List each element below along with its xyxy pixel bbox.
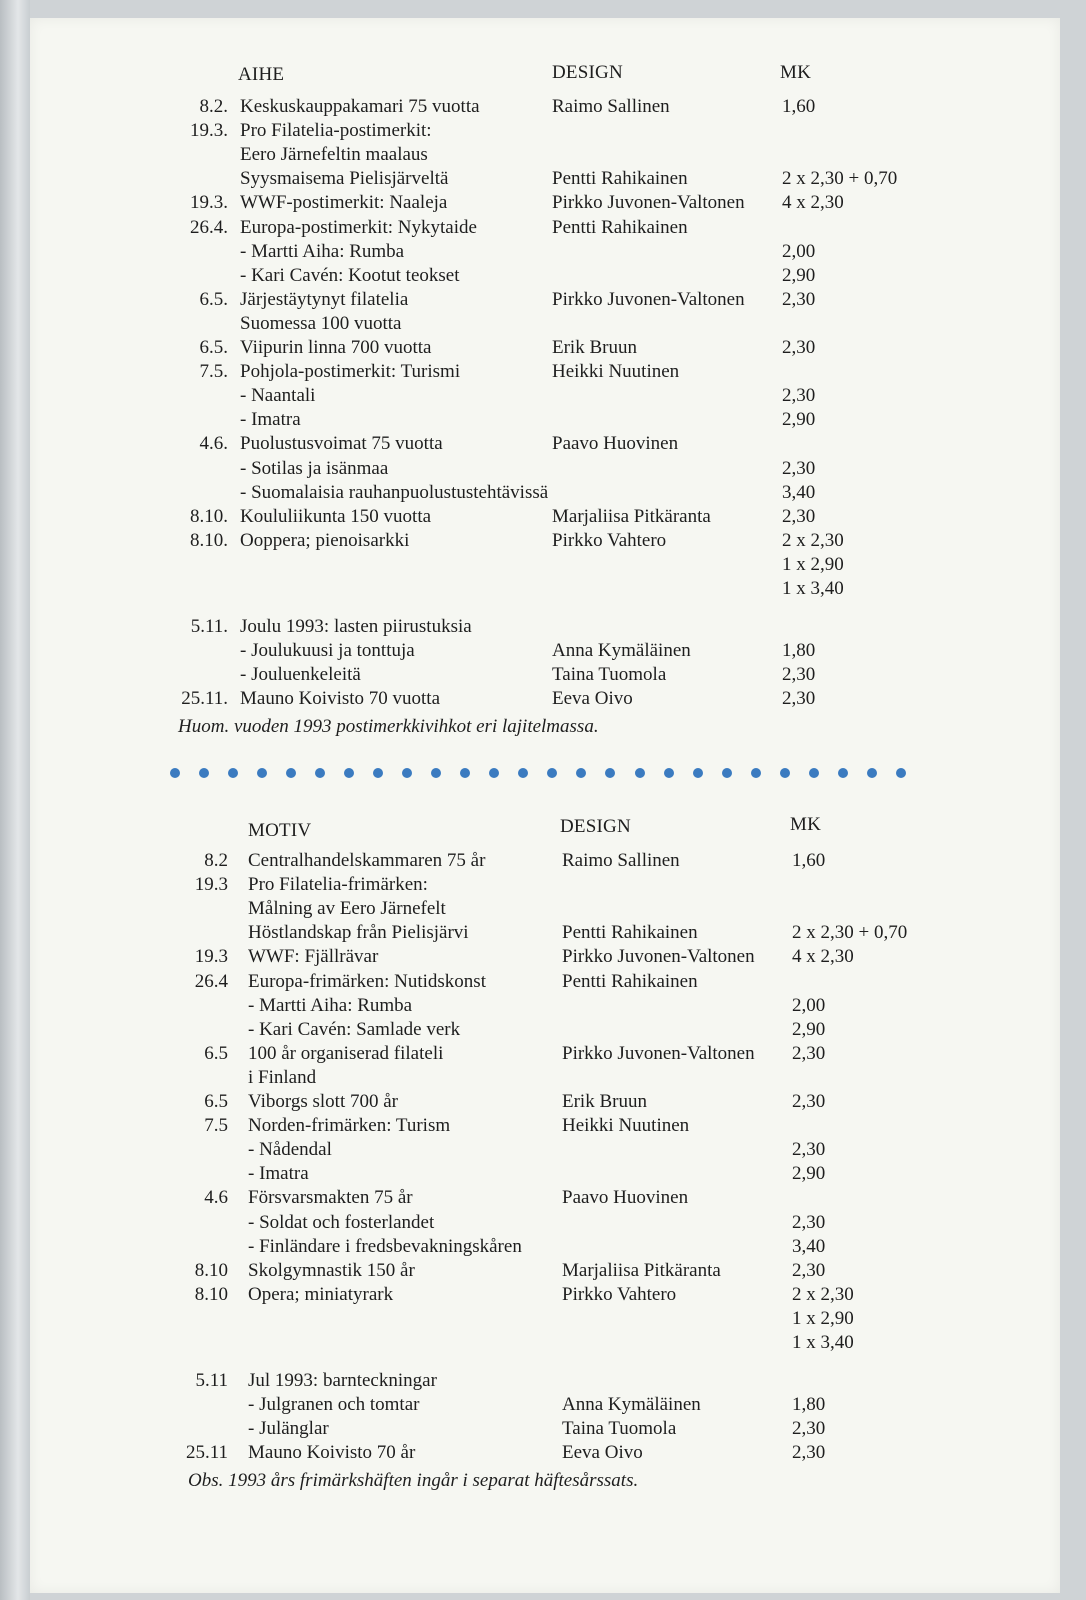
stamp-subject: Europa-postimerkit: Nykytaide: [240, 216, 477, 238]
stamp-subject: - Sotilas ja isänmaa: [240, 457, 389, 479]
stamp-subject: - Martti Aiha: Rumba: [248, 994, 413, 1016]
stamp-subject: Europa-frimärken: Nutidskonst: [248, 970, 486, 992]
divider-dot: [460, 768, 470, 778]
stamp-subject: Viipurin linna 700 vuotta: [240, 337, 432, 358]
stamp-subject: - Martti Aiha: Rumba: [240, 240, 405, 262]
divider-dot: [286, 768, 296, 778]
stamp-subject: Koululiikunta 150 vuotta: [240, 505, 432, 527]
divider-dot: [315, 768, 325, 778]
dotted-divider: [170, 768, 906, 782]
stamp-designer: Erik Bruun: [562, 1091, 647, 1112]
issue-date: 5.11.: [190, 616, 228, 638]
stamp-price: 2,30: [782, 664, 816, 686]
stamp-subject: Järjestäytynyt filatelia: [240, 288, 409, 310]
issue-date: 25.11.: [181, 688, 228, 710]
stamp-price: 2,90: [782, 264, 816, 286]
header-price-fi: MK: [780, 62, 812, 83]
stamp-subject: Pro Filatelia-frimärken:: [248, 874, 428, 896]
stamp-price: 2,30: [792, 1091, 826, 1112]
stamp-subject: Pohjola-postimerkit: Turismi: [240, 361, 461, 383]
issue-date: 6.5: [204, 1042, 228, 1064]
stamp-subject: - Julänglar: [248, 1418, 329, 1440]
stamp-subject: - Naantali: [240, 385, 316, 407]
divider-dot: [547, 768, 557, 778]
stamp-subject: Höstlandskap från Pielisjärvi: [248, 922, 469, 944]
page: [30, 18, 1060, 1593]
stamp-price: 1 x 3,40: [782, 578, 844, 599]
divider-dot: [431, 768, 441, 778]
stamp-subject: Skolgymnastik 150 år: [248, 1259, 415, 1281]
divider-dot: [199, 768, 209, 778]
issue-date: 19.3: [194, 946, 228, 968]
stamp-designer: Pirkko Juvonen-Valtonen: [552, 288, 745, 310]
stamp-subject: Pro Filatelia-postimerkit:: [240, 120, 432, 142]
stamp-subject: Centralhandelskammaren 75 år: [248, 850, 486, 871]
header-subject-fi: AIHE: [238, 64, 285, 85]
issue-date: 4.6.: [199, 433, 228, 455]
issue-date: 7.5.: [199, 361, 228, 383]
stamp-subject: - Julgranen och tomtar: [248, 1394, 420, 1416]
stamp-price: 3,40: [792, 1235, 826, 1257]
stamp-price: 2,30: [782, 505, 816, 527]
stamp-subject: Ooppera; pienoisarkki: [240, 529, 410, 551]
divider-dot: [518, 768, 528, 778]
stamp-designer: Pirkko Vahtero: [552, 529, 667, 551]
divider-dot: [257, 768, 267, 778]
stamp-price: 2 x 2,30: [792, 1283, 854, 1305]
stamp-designer: Raimo Sallinen: [562, 850, 680, 871]
stamp-designer: Marjaliisa Pitkäranta: [562, 1259, 721, 1281]
stamp-subject: Mauno Koivisto 70 vuotta: [240, 688, 441, 710]
issue-date: 8.2: [204, 850, 228, 871]
stamp-designer: Pirkko Vahtero: [562, 1283, 677, 1305]
stamp-price: 4 x 2,30: [782, 192, 844, 214]
issue-date: 5.11: [195, 1370, 228, 1392]
header-price-sv: MK: [790, 814, 822, 835]
stamp-subject: - Soldat och fosterlandet: [248, 1211, 435, 1233]
stamp-price: 1,80: [792, 1394, 826, 1416]
stamp-price: 1,60: [792, 850, 826, 871]
stamp-designer: Raimo Sallinen: [552, 96, 670, 117]
issue-date: 6.5.: [199, 288, 228, 310]
divider-dot: [838, 768, 848, 778]
issue-date: 8.10: [194, 1259, 228, 1281]
stamp-designer: Paavo Huovinen: [552, 433, 679, 455]
stamp-subject: Opera; miniatyrark: [248, 1283, 394, 1305]
stamp-subject: Suomessa 100 vuotta: [240, 312, 402, 334]
stamp-subject: Puolustusvoimat 75 vuotta: [240, 433, 443, 455]
stamp-subject: Norden-frimärken: Turism: [248, 1115, 451, 1137]
divider-dot: [170, 768, 180, 778]
divider-dot: [867, 768, 877, 778]
issue-date: 26.4.: [190, 216, 228, 238]
stamp-subject: - Kari Cavén: Samlade verk: [248, 1018, 461, 1040]
stamp-price: 1,60: [782, 96, 816, 117]
stamp-designer: Pentti Rahikainen: [552, 168, 688, 190]
stamp-designer: Marjaliisa Pitkäranta: [552, 505, 711, 527]
stamp-price: 1 x 2,90: [792, 1307, 854, 1329]
issue-date: 25.11: [185, 1442, 228, 1464]
stamp-subject: - Imatra: [240, 409, 301, 431]
stamp-price: 2,30: [792, 1418, 826, 1440]
stamp-subject: - Finländare i fredsbevakningskåren: [248, 1235, 522, 1257]
stamp-designer: Heikki Nuutinen: [562, 1115, 690, 1137]
divider-dot: [896, 768, 906, 778]
stamp-designer: Pentti Rahikainen: [562, 970, 698, 992]
issue-date: 7.5: [204, 1115, 228, 1137]
divider-dot: [722, 768, 732, 778]
stamp-designer: Heikki Nuutinen: [552, 361, 680, 383]
divider-dot: [780, 768, 790, 778]
divider-dot: [373, 768, 383, 778]
issue-date: 8.2.: [199, 96, 228, 117]
stamp-subject: Målning av Eero Järnefelt: [248, 898, 446, 920]
stamp-subject: WWF: Fjällrävar: [248, 946, 379, 968]
stamp-subject: Viborgs slott 700 år: [248, 1091, 398, 1112]
stamp-designer: Erik Bruun: [552, 337, 637, 358]
issue-date: 6.5.: [199, 337, 228, 358]
plastic-sleeve-edge: [0, 0, 30, 1600]
stamp-price: 2 x 2,30: [782, 529, 844, 551]
stamp-price: 2,30: [792, 1042, 826, 1064]
stamp-price: 2,90: [792, 1018, 826, 1040]
stamp-designer: Eeva Oivo: [562, 1442, 643, 1464]
stamp-price: 2,90: [792, 1163, 826, 1185]
divider-dot: [228, 768, 238, 778]
stamp-subject: i Finland: [248, 1066, 317, 1088]
issue-date: 26.4: [194, 970, 228, 992]
stamp-price: 2,30: [782, 457, 816, 479]
divider-dot: [402, 768, 412, 778]
divider-dot: [693, 768, 703, 778]
issue-date: 8.10.: [190, 505, 228, 527]
stamp-designer: Anna Kymäläinen: [552, 640, 691, 662]
issue-date: 19.3: [194, 874, 228, 896]
stamp-price: 1 x 2,90: [782, 553, 844, 575]
issue-date: 8.10: [194, 1283, 228, 1305]
stamp-price: 2,30: [782, 385, 816, 407]
stamp-subject: - Joulukuusi ja tonttuja: [240, 640, 415, 662]
stamp-designer: Anna Kymäläinen: [562, 1394, 701, 1416]
stamp-subject: 100 år organiserad filateli: [248, 1042, 444, 1064]
stamp-designer: Taina Tuomola: [552, 664, 667, 686]
stamp-designer: Pentti Rahikainen: [562, 922, 698, 944]
divider-dot: [635, 768, 645, 778]
stamp-subject: Joulu 1993: lasten piirustuksia: [240, 616, 472, 638]
issue-date: 4.6: [204, 1187, 228, 1209]
stamp-designer: Pentti Rahikainen: [552, 216, 688, 238]
stamp-price: 2 x 2,30 + 0,70: [782, 168, 898, 190]
stamp-subject: WWF-postimerkit: Naaleja: [240, 192, 448, 214]
stamp-price: 2,00: [792, 994, 826, 1016]
divider-dot: [809, 768, 819, 778]
stamp-price: 1 x 3,40: [792, 1332, 854, 1353]
header-design-fi: DESIGN: [552, 62, 623, 83]
stamp-price: 3,40: [782, 481, 816, 503]
stamp-designer: Pirkko Juvonen-Valtonen: [562, 1042, 755, 1064]
stamp-price: 2,30: [792, 1259, 826, 1281]
stamp-subject: Mauno Koivisto 70 år: [248, 1442, 416, 1464]
divider-dot: [664, 768, 674, 778]
stamp-subject: Försvarsmakten 75 år: [248, 1187, 413, 1209]
stamp-subject: Eero Järnefeltin maalaus: [240, 144, 428, 166]
stamp-price: 2,30: [782, 337, 816, 358]
stamp-price: 2,30: [792, 1139, 826, 1161]
stamp-designer: Eeva Oivo: [552, 688, 633, 710]
stamp-designer: Pirkko Juvonen-Valtonen: [552, 192, 745, 214]
stamp-subject: - Suomalaisia rauhanpuolustustehtävissä: [240, 481, 549, 503]
divider-dot: [605, 768, 615, 778]
issue-date: 6.5: [204, 1091, 228, 1112]
stamp-subject: Keskuskauppakamari 75 vuotta: [240, 96, 480, 117]
header-subject-sv: MOTIV: [248, 820, 312, 841]
stamp-subject: - Kari Cavén: Kootut teokset: [240, 264, 460, 286]
stamp-price: 2,30: [792, 1442, 826, 1464]
stamp-price: 2,30: [782, 688, 816, 710]
divider-dot: [576, 768, 586, 778]
issue-date: 19.3.: [190, 120, 228, 142]
divider-dot: [344, 768, 354, 778]
stamp-price: 2,30: [792, 1211, 826, 1233]
stamp-price: 2,00: [782, 240, 816, 262]
stamp-subject: - Imatra: [248, 1163, 309, 1185]
stamp-subject: Jul 1993: barnteckningar: [248, 1370, 437, 1392]
stamp-designer: Taina Tuomola: [562, 1418, 677, 1440]
note-sv: Obs. 1993 års frimärkshäften ingår i separat häftesårssats.: [188, 1470, 639, 1491]
stamp-subject: - Nådendal: [248, 1139, 332, 1161]
issue-date: 19.3.: [190, 192, 228, 214]
note-fi: Huom. vuoden 1993 postimerkkivihkot eri lajitelmassa.: [178, 716, 599, 737]
stamp-designer: Pirkko Juvonen-Valtonen: [562, 946, 755, 968]
stamp-price: 1,80: [782, 640, 816, 662]
header-design-sv: DESIGN: [560, 816, 631, 837]
stamp-subject: - Jouluenkeleitä: [240, 664, 361, 686]
stamp-designer: Paavo Huovinen: [562, 1187, 689, 1209]
stamp-subject: Syysmaisema Pielisjärveltä: [240, 168, 449, 190]
stamp-price: 2,30: [782, 288, 816, 310]
issue-date: 8.10.: [190, 529, 228, 551]
divider-dot: [751, 768, 761, 778]
divider-dot: [489, 768, 499, 778]
stamp-price: 2,90: [782, 409, 816, 431]
stamp-price: 2 x 2,30 + 0,70: [792, 922, 908, 944]
stamp-price: 4 x 2,30: [792, 946, 854, 968]
